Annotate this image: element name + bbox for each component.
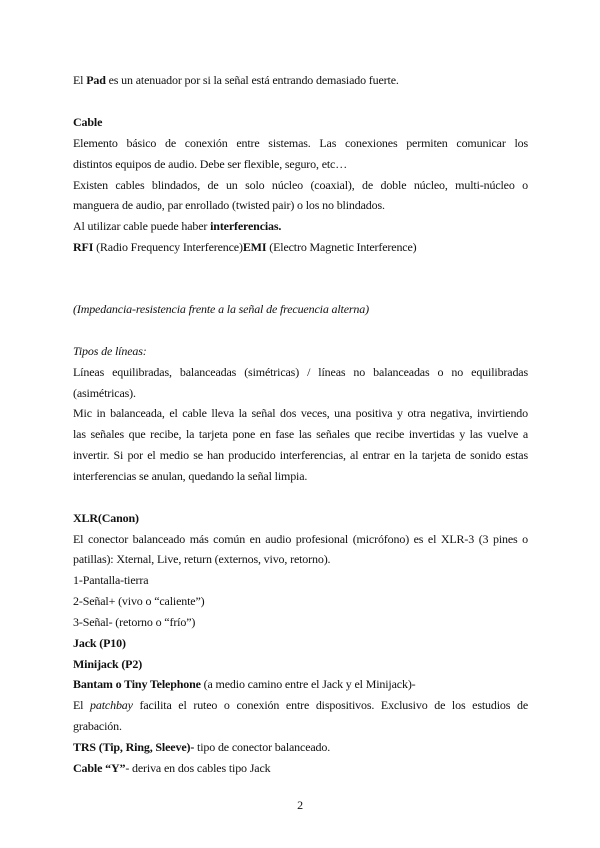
xlr-heading: XLR(Canon) (73, 511, 139, 525)
xlr-pin1: 1-Pantalla-tierra (73, 573, 149, 587)
bantam-text: (a medio camino entre el Jack y el Minijack)- (200, 677, 416, 691)
xlr-pin3: 3-Señal- (retorno o “frío”) (73, 615, 196, 629)
line-types-heading: Tipos de líneas: (73, 344, 147, 358)
cable-p3 (73, 219, 528, 233)
patchbay-pre: El (73, 698, 91, 712)
bantam-term: Bantam o Tiny Telephone (73, 677, 201, 691)
cable-p1-line1: Elemento básico de conexión entre sistemas. Las conexiones permiten comunicar los (73, 136, 528, 150)
pad-paragraph: El Pad es un atenuador por si la señal está entrando demasiado fuerte. (73, 73, 399, 87)
rfi-text: (Radio Frequency Interference) (93, 240, 243, 254)
patchbay-l2: grabación. (73, 719, 122, 733)
pad-term: Pad (86, 73, 106, 87)
cable-heading: Cable (73, 115, 103, 129)
jack-heading: Jack (P10) (73, 636, 126, 650)
bantam-line (73, 677, 528, 691)
page-number: 2 (297, 798, 303, 812)
xlr-pin2: 2-Señal+ (vivo o “caliente”) (73, 594, 205, 608)
trs-text: tipo de conector balanceado. (194, 740, 331, 754)
cable-y-text: - deriva en dos cables tipo Jack (125, 761, 271, 775)
line-types-l3: Mic in balanceada, el cable lleva la señal dos veces, una positiva y otra negativa, invirtiendo (73, 406, 528, 420)
emi-term: EMI (242, 240, 267, 254)
patchbay-term: patchbay (90, 698, 133, 712)
line-types-l4: las señales que recibe, la tarjeta pone en fase las señales que recibe invertidas y las vuelve a (73, 427, 528, 441)
cable-y-term: Cable “Y” (73, 761, 126, 775)
interference-term: interferencias. (210, 219, 282, 233)
line-types-l5: invertir. Si por el medio se han producido interferencias, al entrar en la tarjeta de sonido estas (73, 448, 528, 462)
rfi-emi-line (73, 240, 528, 254)
line-types-l6: interferencias se anulan, quedando la señal limpia. (73, 469, 308, 483)
minijack-heading: Minijack (P2) (73, 657, 143, 671)
cable-p2-line1: Existen cables blindados, de un solo núcleo (coaxial), de doble núcleo, multi-núcleo o (73, 178, 528, 192)
cable-p2-line2: manguera de audio, par enrollado (twisted pair) o los no blindados. (73, 198, 385, 212)
rfi-term: RFI (73, 240, 94, 254)
pad-text: es un atenuador por si la señal está entrando demasiado fuerte. (105, 73, 399, 87)
trs-line (73, 740, 528, 754)
impedance-note: (Impedancia-resistencia frente a la señal de frecuencia alterna) (73, 302, 369, 316)
line-types-l1: Líneas equilibradas, balanceadas (simétricas) / líneas no balanceadas o no equilibradas (73, 365, 528, 379)
line-types-l2: (asimétricas). (73, 386, 136, 400)
xlr-l1: El conector balanceado más común en audio profesional (micrófono) es el XLR-3 (3 pines o (73, 532, 528, 546)
emi-text: (Electro Magnetic Interference) (266, 240, 417, 254)
trs-term: TRS (Tip, Ring, Sleeve)- (73, 740, 195, 754)
interference-text: Al utilizar cable puede haber (73, 219, 211, 233)
patchbay-post: facilita el ruteo o conexión entre dispositivos. Exclusivo de los estudios de (132, 698, 528, 712)
patchbay-l1 (73, 698, 528, 712)
cable-y-line (73, 761, 528, 775)
cable-p1-line2: distintos equipos de audio. Debe ser flexible, seguro, etc… (73, 157, 348, 171)
xlr-l2: patillas): Xternal, Live, return (externos, vivo, retorno). (73, 552, 331, 566)
